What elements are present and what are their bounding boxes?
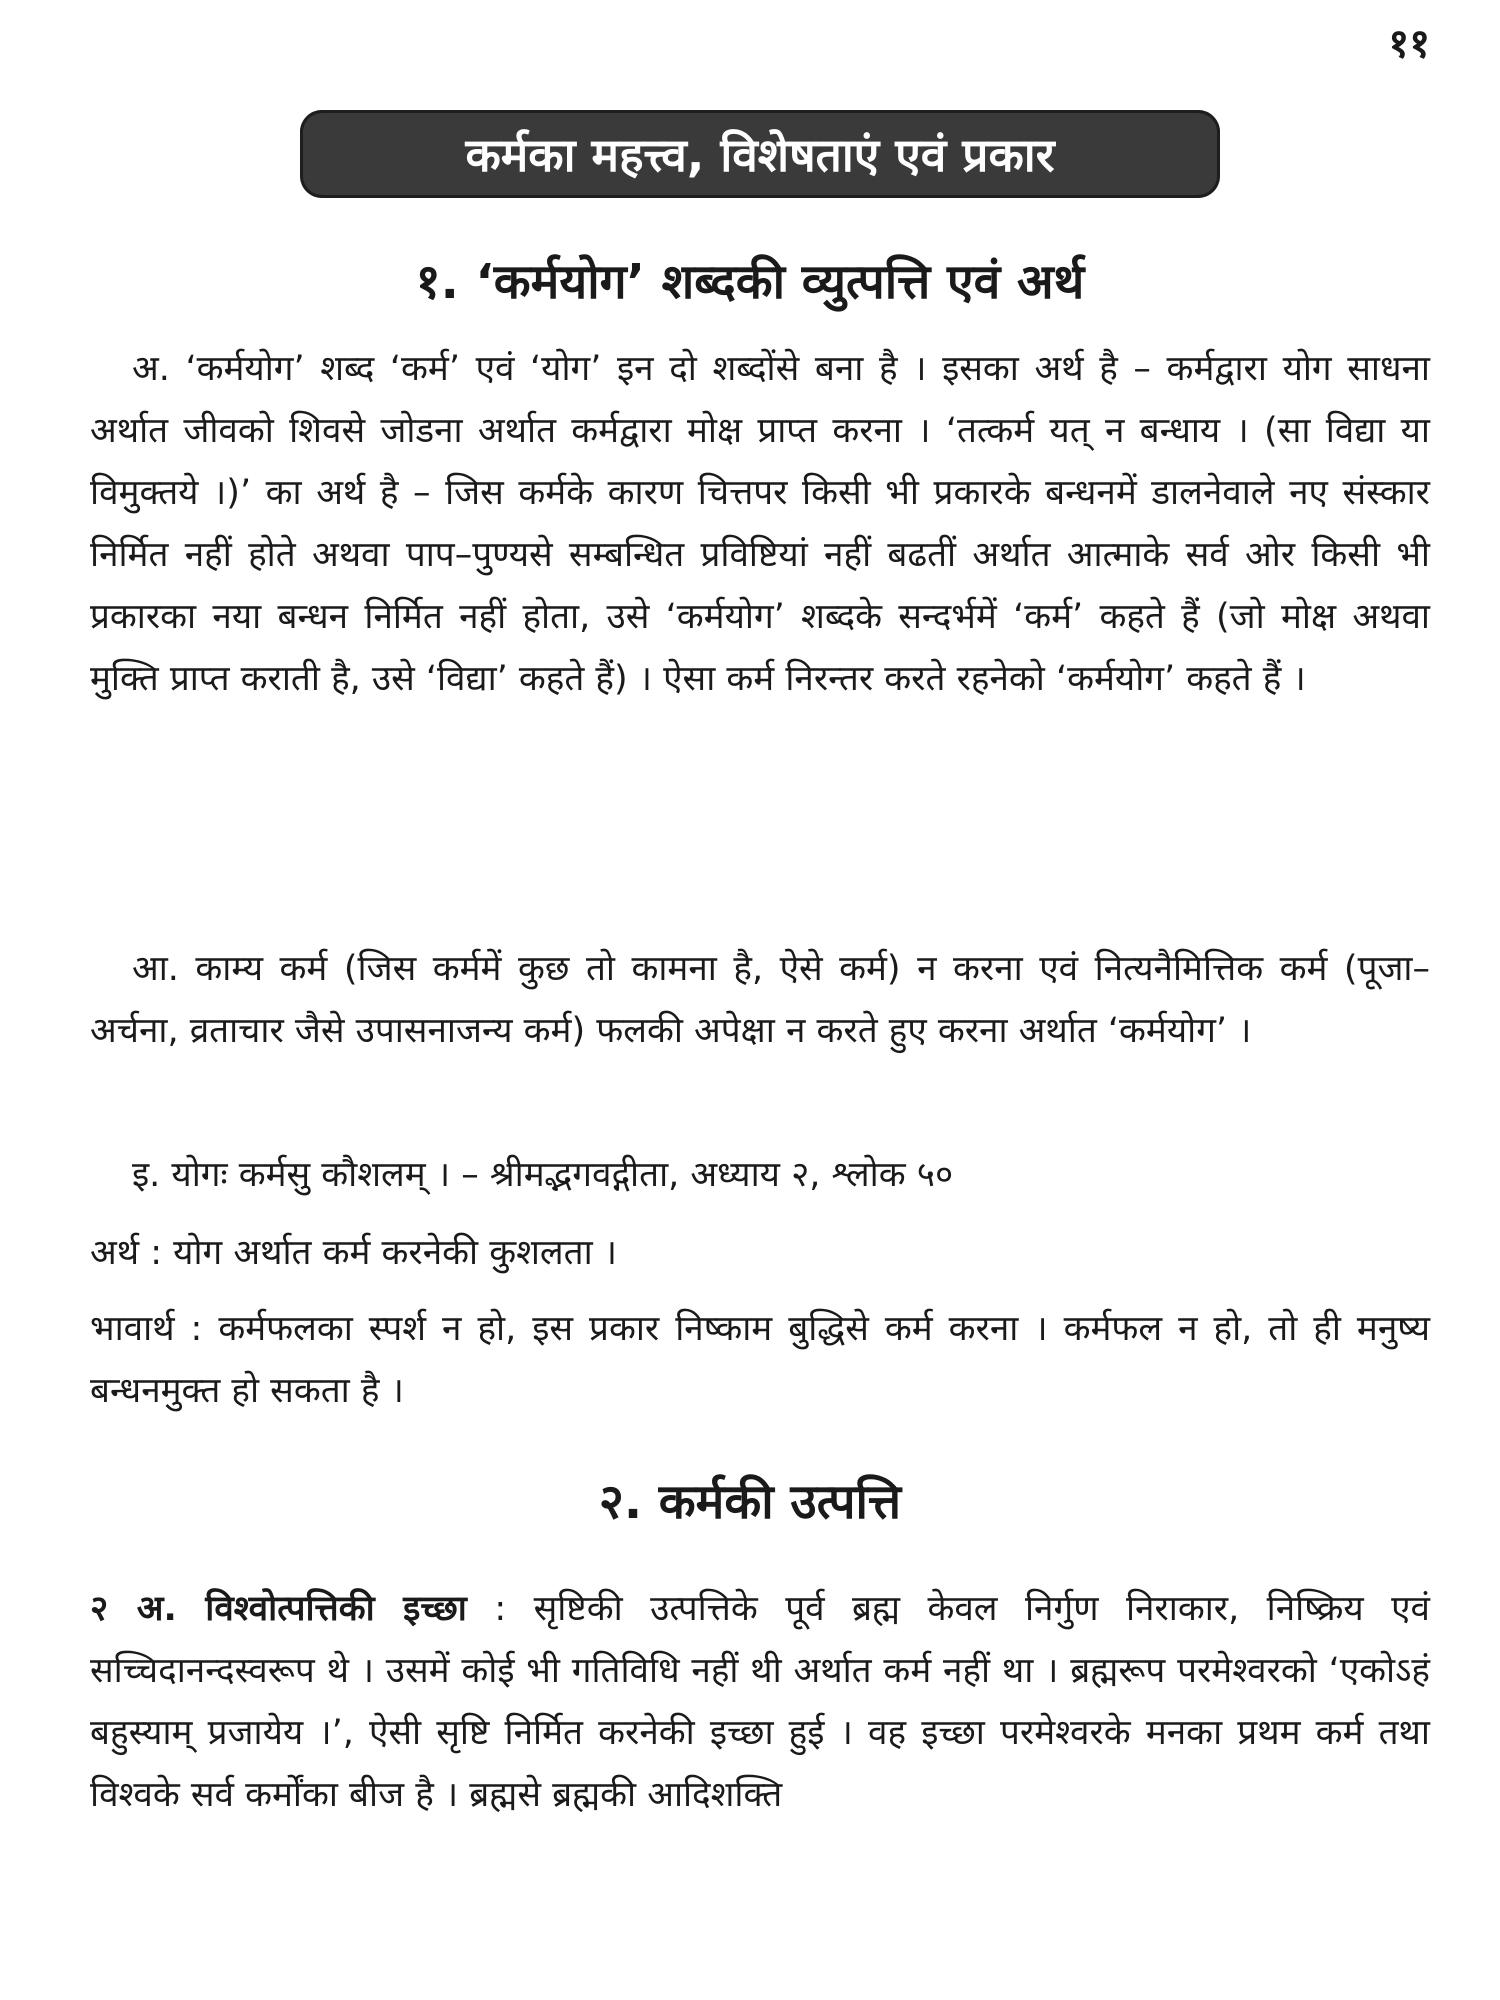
- section-2a-paragraph: [90, 1578, 1430, 1826]
- chapter-title: कर्मका महत्त्व, विशेषताएं एवं प्रकार: [465, 128, 1055, 182]
- chapter-title-banner: [300, 110, 1220, 198]
- bhavarth-paragraph: भावार्थ : कर्मफलका स्पर्श न हो, इस प्रकार निष्काम बुद्धिसे कर्म करना । कर्मफल न हो, तो ही मनुष्य बन्धनमुक्त हो सकता है ।: [90, 1309, 1430, 1411]
- section-1-heading: १. ‘कर्मयोग’ शब्दकी व्युत्पत्ति एवं अर्थ: [415, 254, 1085, 310]
- meaning-line: अर्थ : योग अर्थात कर्म करनेकी कुशलता ।: [90, 1233, 618, 1273]
- paragraph-a: अ. ‘कर्मयोग’ शब्द ‘कर्म’ एवं ‘योग’ इन दो शब्दोंसे बना है । इसका अर्थ है – कर्मद्वारा योग साधना अर्थात जीवको शिवसे जोडना अर्थात कर्मद्वारा मोक्ष प्राप्त करना । ‘तत्कर्म यत् न बन्धाय । (सा विद्या या विमुक्तये ।)’ का अर्थ है – जिस कर्मके कारण चित्तपर किसी भी प्रकारके बन्धनमें डालनेवाले नए संस्कार निर्मित नहीं होते अथवा पाप–पुण्यसे सम्बन्धित प्रविष्टियां नहीं बढतीं अर्थात आत्माके सर्व ओर किसी भी प्रकारका नया बन्धन निर्मित नहीं होता, उसे ‘कर्मयोग’ शब्दके सन्दर्भमें ‘कर्म’ कहते हैं (जो मोक्ष अथवा मुक्ति प्राप्त कराती है, उसे ‘विद्या’ कहते हैं) । ऐसा कर्म निरन्तर करते रहनेको ‘कर्मयोग’ कहते हैं ।: [90, 349, 1430, 699]
- paragraph-aa: आ. काम्य कर्म (जिस कर्ममें कुछ तो कामना है, ऐसे कर्म) न करना एवं नित्यनैमित्तिक कर्म (पूजा–अर्चना, व्रताचार जैसे उपासनाजन्य कर्म) फलकी अपेक्षा न करते हुए करना अर्थात ‘कर्मयोग’ ।: [90, 949, 1430, 1051]
- section-2-heading: २. कर्मकी उत्पत्ति: [598, 1474, 902, 1530]
- paragraph-i-quote: इ. योगः कर्मसु कौशलम् । – श्रीमद्भगवद्गीता, अध्याय २, श्लोक ५०: [132, 1155, 954, 1195]
- page-number: ११: [1388, 21, 1430, 67]
- section-2a-text: : सृष्टिकी उत्पत्तिके पूर्व ब्रह्म केवल निर्गुण निराकार, निष्क्रिय एवं सच्चिदानन्दस्वरूप थे । उसमें कोई भी गतिविधि नहीं थी अर्थात कर्म नहीं था । ब्रह्मरूप परमेश्वरको ‘एकोऽहं बहुस्याम् प्रजायेय ।’, ऐसी सृष्टि निर्मित करनेकी इच्छा हुई । वह इच्छा परमेश्वरके मनका प्रथम कर्म तथा विश्वके सर्व कर्मोंका बीज है । ब्रह्मसे ब्रह्मकी आदिशक्ति: [90, 1589, 1430, 1815]
- section-2a-subheading: २ अ. विश्वोत्पत्तिकी इच्छा: [90, 1589, 467, 1629]
